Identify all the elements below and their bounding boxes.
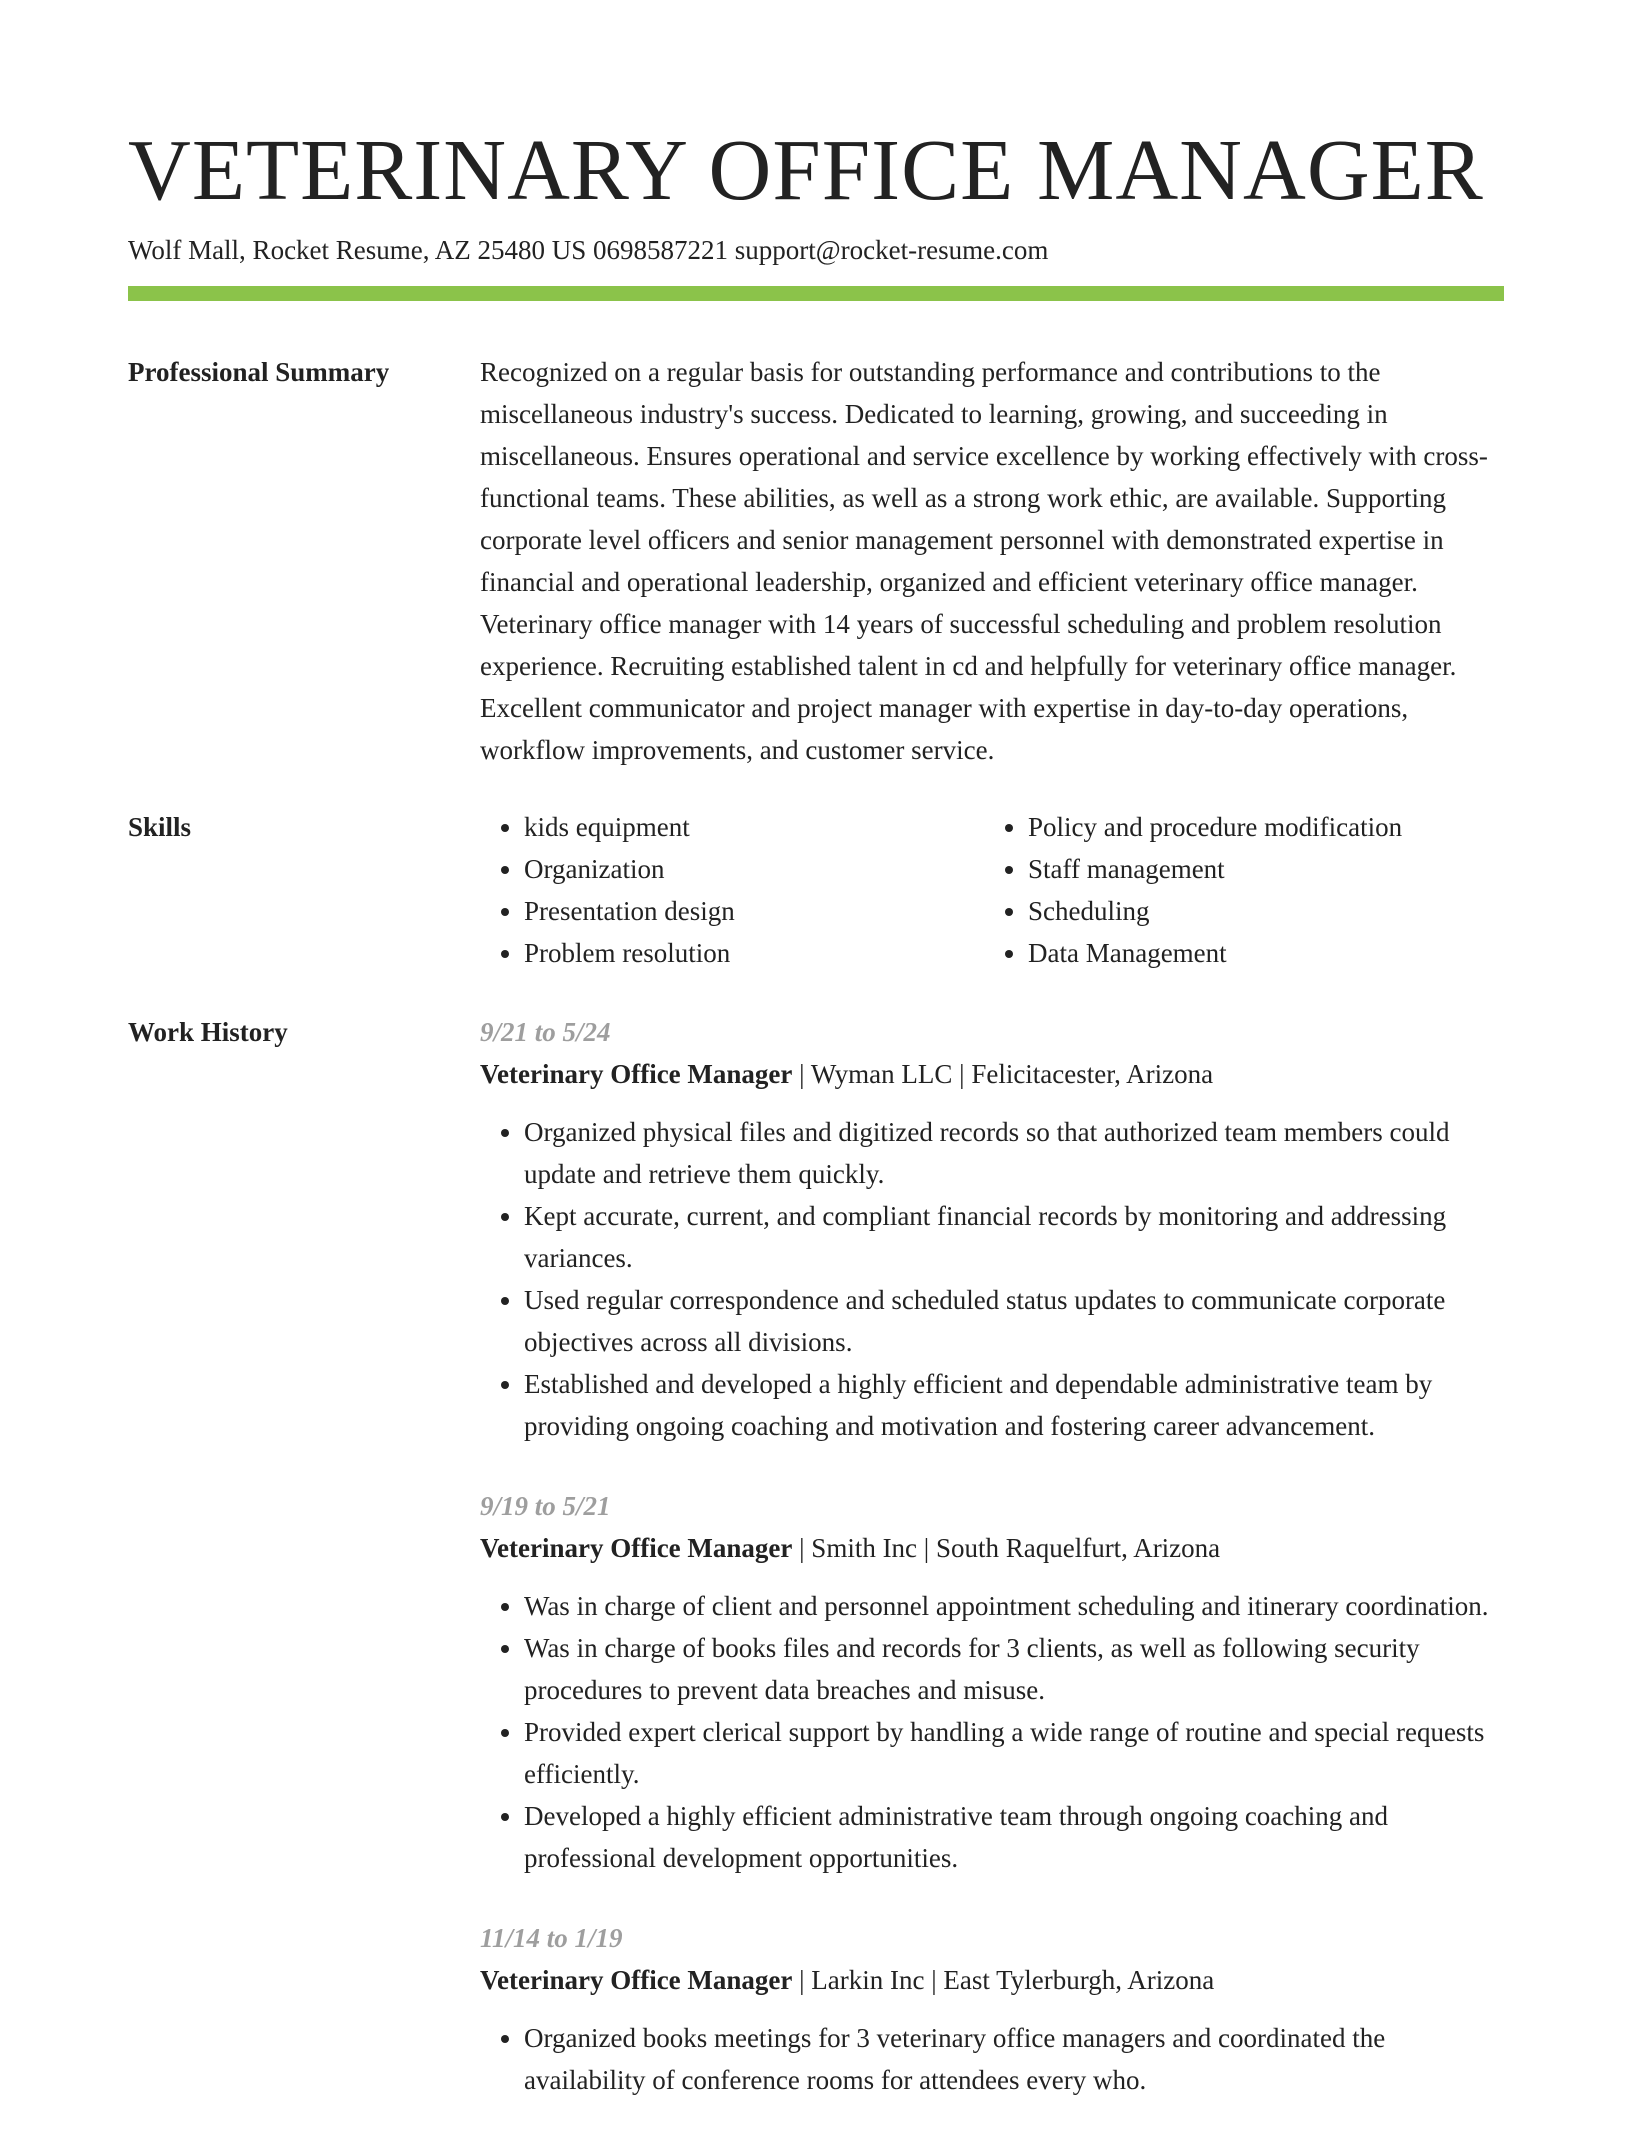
job-title: Veterinary Office Manager: [480, 1059, 793, 1089]
skills-body: [480, 806, 1504, 974]
job-dates: 9/21 to 5/24: [480, 1017, 611, 1047]
job-header: [480, 1053, 1504, 1095]
job-bullet: • Developed a highly efficient administrative team through ongoing coaching and professional development opportunities.: [524, 1795, 1504, 1879]
job-title: Veterinary Office Manager: [480, 1965, 793, 1995]
contact-address: Wolf Mall, Rocket Resume, AZ 25480 US: [128, 235, 587, 265]
job-separator: |: [799, 1059, 805, 1089]
work-history-section: [128, 1011, 1504, 2139]
job-bullet: • Kept accurate, current, and compliant financial records by monitoring and addressing variances.: [524, 1195, 1504, 1279]
job-entry: [480, 1011, 1504, 1447]
job-separator: |: [799, 1965, 805, 1995]
section-label-summary: Professional Summary: [128, 357, 390, 387]
resume-title: VETERINARY OFFICE MANAGER: [128, 121, 1484, 218]
contact-phone: 0698587221: [593, 235, 729, 265]
section-label-work: Work History: [128, 1017, 288, 1047]
job-separator: |: [931, 1965, 937, 1995]
job-separator: |: [959, 1059, 965, 1089]
job-bullet: • Was in charge of books files and records for 3 clients, as well as following security procedures to prevent data breaches and misuse.: [524, 1627, 1504, 1711]
job-bullet: • Established and developed a highly efficient and dependable administrative team by providing ongoing coaching and motivation and fostering career advancement.: [524, 1363, 1504, 1447]
skill-item: • Presentation design: [524, 890, 984, 932]
job-separator: |: [799, 1533, 805, 1563]
job-location: South Raquelfurt, Arizona: [935, 1533, 1221, 1563]
job-bullets: [480, 1111, 1504, 1447]
job-bullet: • Used regular correspondence and scheduled status updates to communicate corporate objectives across all divisions.: [524, 1279, 1504, 1363]
skill-item: • Scheduling: [1028, 890, 1488, 932]
job-company: Wyman LLC: [810, 1059, 953, 1089]
job-header: [480, 1959, 1504, 2001]
accent-divider: [128, 286, 1504, 301]
job-bullets: [480, 2017, 1504, 2101]
skill-item: • Policy and procedure modification: [1028, 806, 1488, 848]
skills-list-left: [480, 806, 984, 974]
resume-page: [128, 118, 1504, 2139]
job-dates: 9/19 to 5/21: [480, 1491, 611, 1521]
skill-item: • kids equipment: [524, 806, 984, 848]
job-bullet: • Organized books meetings for 3 veterinary office managers and coordinated the availability of conference rooms for attendees every who.: [524, 2017, 1504, 2101]
skill-item: • Organization: [524, 848, 984, 890]
job-bullet: • Provided expert clerical support by handling a wide range of routine and special requests efficiently.: [524, 1711, 1504, 1795]
job-location: Felicitacester, Arizona: [971, 1059, 1214, 1089]
professional-summary-section: [128, 351, 1504, 771]
skill-item: • Staff management: [1028, 848, 1488, 890]
job-bullet: • Organized physical files and digitized records so that authorized team members could update and retrieve them quickly.: [524, 1111, 1504, 1195]
skills-section: [128, 806, 1504, 974]
job-company: Larkin Inc: [811, 1965, 925, 1995]
job-company: Smith Inc: [811, 1533, 918, 1563]
job-title: Veterinary Office Manager: [480, 1533, 793, 1563]
job-bullets: [480, 1585, 1504, 1879]
skill-item: • Data Management: [1028, 932, 1488, 974]
contact-line: [128, 232, 1504, 268]
skills-list-right: [984, 806, 1488, 974]
job-location: East Tylerburgh, Arizona: [943, 1965, 1215, 1995]
job-entry: [480, 1917, 1504, 2101]
section-label-skills: Skills: [128, 812, 192, 842]
skills-grid: [480, 806, 1504, 974]
job-separator: |: [923, 1533, 930, 1563]
job-header: [480, 1527, 1504, 1569]
job-dates: 11/14 to 1/19: [480, 1923, 623, 1953]
job-bullet: • Was in charge of client and personnel appointment scheduling and itinerary coordination.: [524, 1585, 1504, 1627]
job-entry: [480, 1485, 1504, 1879]
skill-item: • Problem resolution: [524, 932, 984, 974]
summary-body: [480, 351, 1504, 771]
work-body: [480, 1011, 1504, 2139]
contact-email: support@rocket-resume.com: [734, 235, 1049, 265]
summary-text: Recognized on a regular basis for outstanding performance and contributions to the miscellaneous industry's success. Dedicated to learning, growing, and succeeding in miscellaneous. Ensures operational and service excellence by working effectively with cross-functional teams. These abilities, as well as a strong work ethic, are available. Supporting corporate level officers and senior management personnel with demonstrated expertise in financial and operational leadership, organized and efficient veterinary office manager. Veterinary office manager with 14 years of successful scheduling and problem resolution experience. Recruiting established talent in cd and helpfully for veterinary office manager. Excellent communicator and project manager with expertise in day-to-day operations, workflow improvements, and customer service.: [480, 357, 1488, 765]
